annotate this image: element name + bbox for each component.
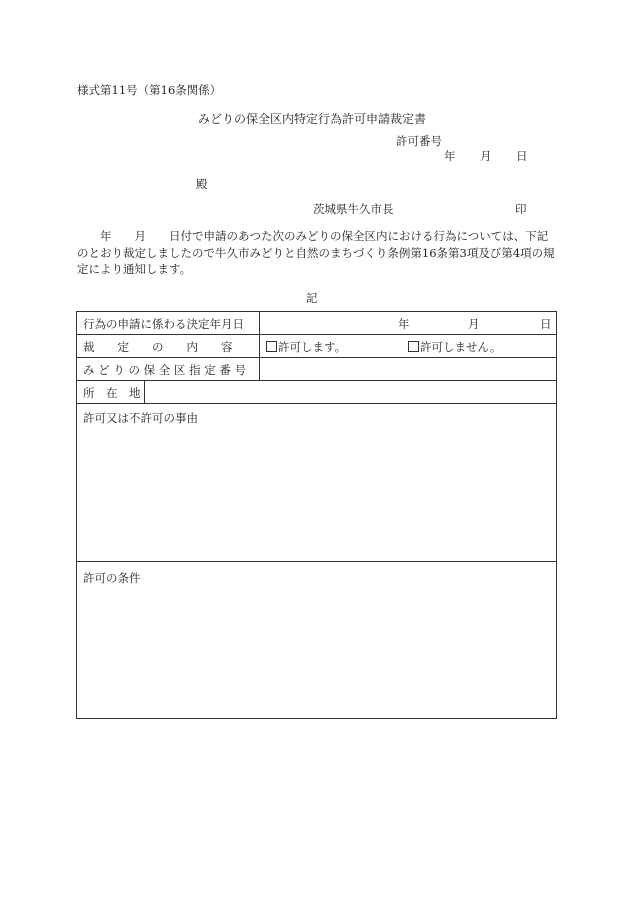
decision-table (76, 311, 557, 719)
date-year: 年 (444, 149, 456, 163)
row-location (77, 381, 556, 404)
ki-heading: 記 (306, 291, 318, 305)
decision-month: 月 (468, 317, 480, 331)
deny-checkbox[interactable] (408, 341, 419, 352)
form-number-label: 様式第11号（第16条関係） (77, 83, 222, 97)
permit-option[interactable] (266, 339, 346, 355)
decision-year: 年 (398, 317, 410, 331)
row-decision-content-label: 裁 定 の 内 容 (83, 340, 233, 354)
notice-body: 年 月 日付で申請のあつた次のみどりの保全区内における行為については、下記のとおり裁定しましたので牛久市みどりと自然のまちづくり条例第16条第3項及び第4項の規定により通知します。 (77, 229, 555, 276)
row-reason[interactable] (77, 404, 556, 562)
zone-number-field[interactable] (260, 358, 556, 380)
row-decision-content (77, 335, 556, 358)
date-day: 日 (516, 149, 528, 163)
document-title: みどりの保全区内特定行為許可申請裁定書 (198, 112, 427, 126)
location-field[interactable] (145, 381, 556, 403)
addressee-suffix: 殿 (196, 177, 208, 191)
permit-number-label: 許可番号 (396, 134, 442, 148)
row-decision-date (77, 312, 556, 335)
permit-option-label: 許可します。 (278, 340, 347, 354)
row-zone-number-label: み ど り の 保 全 区 指 定 番 号 (83, 363, 247, 377)
issuer-name: 茨城県牛久市長 (313, 202, 394, 216)
row-location-label: 所 在 地 (83, 386, 141, 400)
row-zone-number (77, 358, 556, 381)
deny-option[interactable] (408, 339, 501, 355)
permit-checkbox[interactable] (266, 341, 277, 352)
decision-day: 日 (540, 317, 552, 331)
deny-option-label: 許可しません。 (420, 340, 502, 354)
seal-mark: 印 (515, 202, 527, 216)
decision-date-field[interactable] (260, 312, 556, 334)
date-month: 月 (480, 149, 492, 163)
row-conditions-label: 許可の条件 (83, 571, 141, 585)
row-decision-date-label: 行為の申請に係わる決定年月日 (83, 317, 244, 331)
row-conditions[interactable] (77, 562, 556, 718)
row-reason-label: 許可又は不許可の事由 (83, 411, 198, 425)
